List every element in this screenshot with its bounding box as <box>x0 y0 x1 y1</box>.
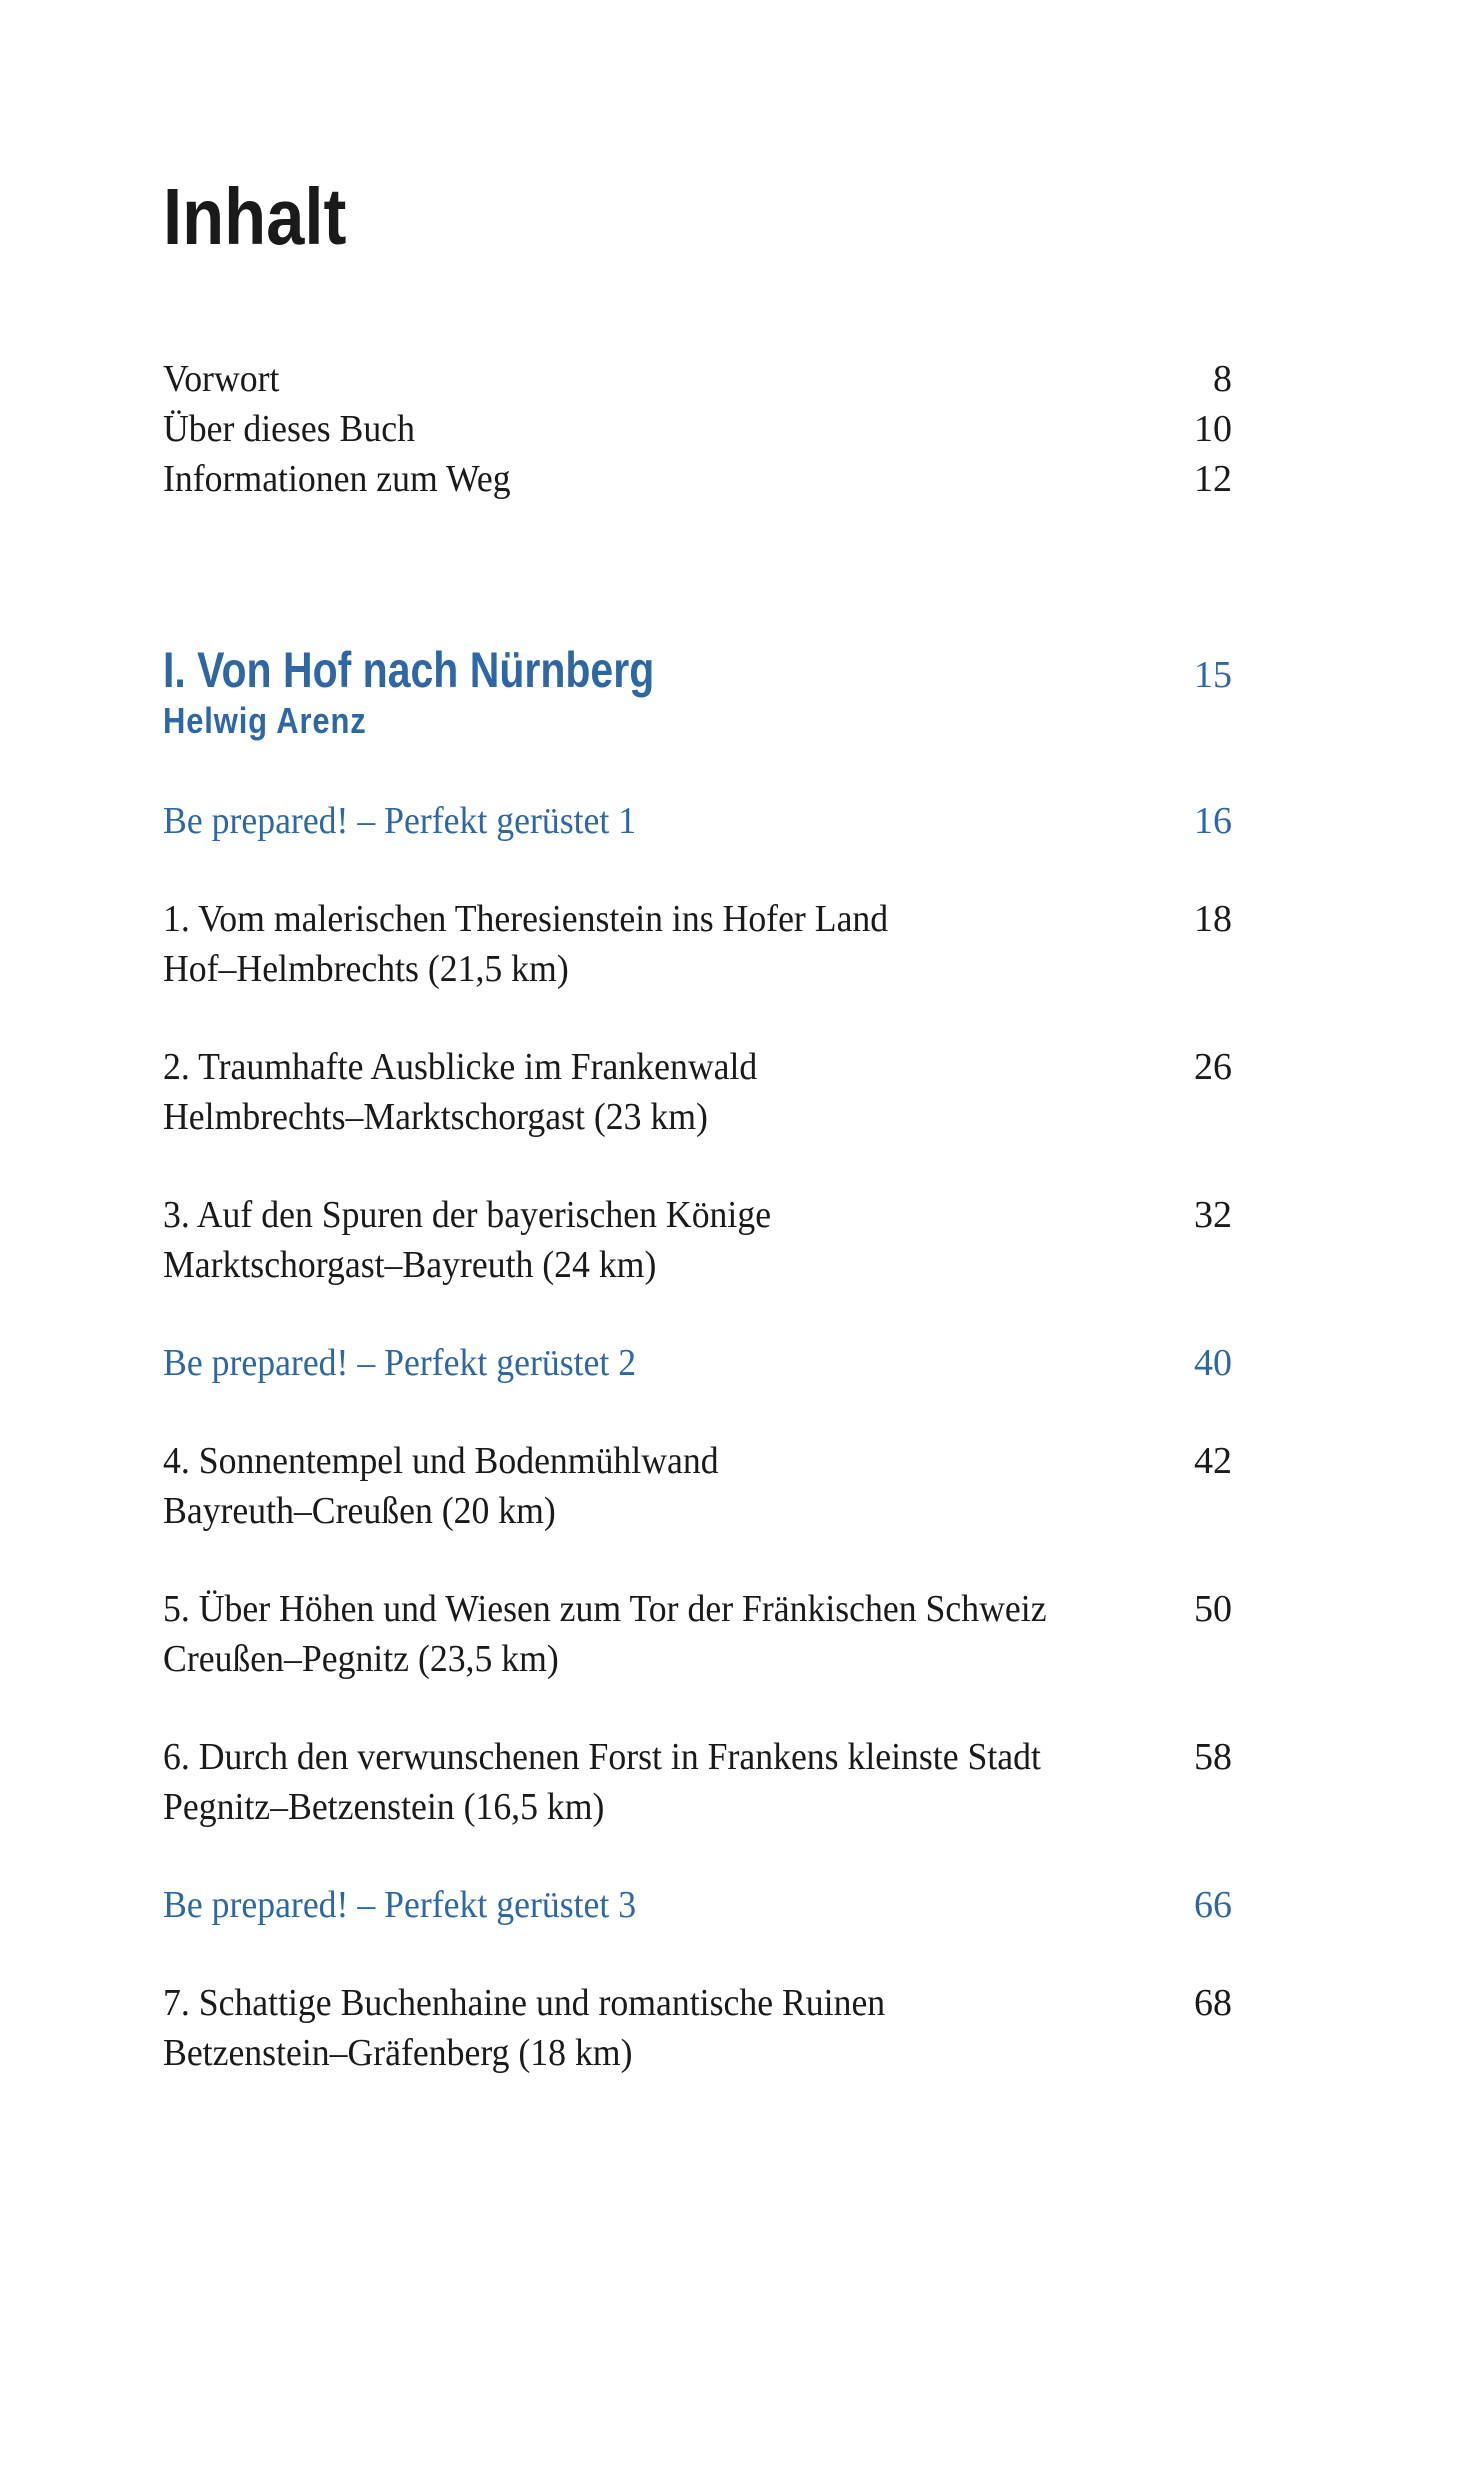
toc-page-number: 10 <box>1194 408 1232 450</box>
toc-entry-title: Be prepared! – Perfekt gerüstet 1 <box>163 800 637 842</box>
toc-page-number: 42 <box>1194 1440 1232 1482</box>
part-page-number: 15 <box>1194 654 1232 696</box>
toc-page-number: 26 <box>1194 1046 1232 1088</box>
toc-entry-title: Be prepared! – Perfekt gerüstet 3 <box>163 1884 637 1926</box>
toc-entry-route: Helmbrechts–Marktschorgast (23 km) <box>163 1096 708 1138</box>
toc-entry-stage[interactable] <box>163 1436 1232 1536</box>
toc-entry-route: Bayreuth–Creußen (20 km) <box>163 1490 556 1532</box>
toc-entry-title: 5. Über Höhen und Wiesen zum Tor der Fränkischen Schweiz <box>163 1588 1047 1630</box>
toc-entry-be-prepared[interactable] <box>163 1338 1232 1388</box>
toc-entry-title: 7. Schattige Buchenhaine und romantische Ruinen <box>163 1982 886 2024</box>
toc-entry-be-prepared[interactable] <box>163 796 1232 846</box>
toc-entry-title: 6. Durch den verwunschenen Forst in Frankens kleinste Stadt <box>163 1736 1041 1778</box>
toc-page-number: 40 <box>1194 1342 1232 1384</box>
toc-entry-stage[interactable] <box>163 894 1232 994</box>
toc-page-number: 8 <box>1213 358 1232 400</box>
toc-entry-stage[interactable] <box>163 1042 1232 1142</box>
toc-entry-stage[interactable] <box>163 1584 1232 1684</box>
part-title: I. Von Hof nach Nürnberg <box>163 642 655 698</box>
toc-entry-title: Be prepared! – Perfekt gerüstet 2 <box>163 1342 637 1384</box>
toc-entry-vorwort[interactable] <box>163 354 1232 404</box>
front-matter-list <box>163 354 1232 504</box>
toc-entry-title: 4. Sonnentempel und Bodenmühlwand <box>163 1440 719 1482</box>
toc-entry-title: 2. Traumhafte Ausblicke im Frankenwald <box>163 1046 758 1088</box>
page-title: Inhalt <box>163 172 347 261</box>
toc-page-number: 16 <box>1194 800 1232 842</box>
toc-entry-label: Über dieses Buch <box>163 408 415 450</box>
toc-entry-label: Informationen zum Weg <box>163 458 511 500</box>
toc-page-number: 50 <box>1194 1588 1232 1630</box>
toc-entry-informationen[interactable] <box>163 454 1232 504</box>
toc-entry-be-prepared[interactable] <box>163 1880 1232 1930</box>
toc-page-number: 68 <box>1194 1982 1232 2024</box>
toc-page-number: 12 <box>1194 458 1232 500</box>
toc-page-number: 58 <box>1194 1736 1232 1778</box>
toc-entry-label: Vorwort <box>163 358 280 400</box>
toc-entry-title: 3. Auf den Spuren der bayerischen Könige <box>163 1194 772 1236</box>
toc-entry-stage[interactable] <box>163 1190 1232 1290</box>
toc-entry-route: Pegnitz–Betzenstein (16,5 km) <box>163 1786 605 1828</box>
toc-entry-stage[interactable] <box>163 1978 1232 2078</box>
part-author: Helwig Arenz <box>163 700 367 741</box>
toc-entry-route: Betzenstein–Gräfenberg (18 km) <box>163 2032 633 2074</box>
toc-entry-route: Marktschorgast–Bayreuth (24 km) <box>163 1244 657 1286</box>
part-heading[interactable] <box>163 640 1232 700</box>
toc-entry-route: Hof–Helmbrechts (21,5 km) <box>163 948 569 990</box>
toc-entry-stage[interactable] <box>163 1732 1232 1832</box>
toc-entry-title: 1. Vom malerischen Theresienstein ins Hofer Land <box>163 898 889 940</box>
toc-page-number: 66 <box>1194 1884 1232 1926</box>
toc-entry-ueber-dieses-buch[interactable] <box>163 404 1232 454</box>
toc-entry-route: Creußen–Pegnitz (23,5 km) <box>163 1638 559 1680</box>
toc-page-number: 32 <box>1194 1194 1232 1236</box>
toc-page-number: 18 <box>1194 898 1232 940</box>
